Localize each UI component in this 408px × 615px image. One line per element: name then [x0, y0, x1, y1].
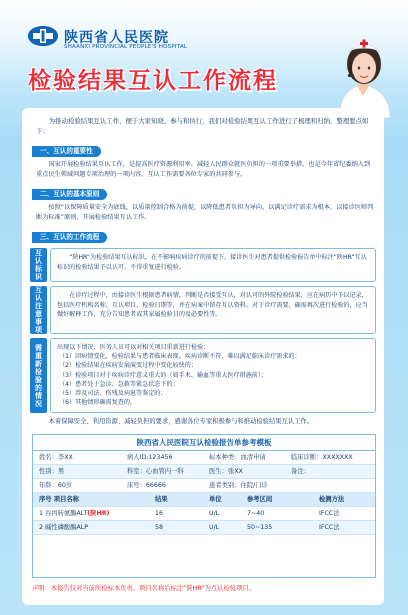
table-row — [33, 465, 375, 479]
declaration-text: 声明：本报告仅对当前所检标本负责。项目名称后标注“陕HR”为互认检验项目。 — [32, 585, 256, 592]
doctor: 医生：张XX — [209, 468, 243, 475]
box-mark — [30, 248, 376, 282]
patient-type: 患者类别：住院/门诊 — [209, 482, 268, 489]
item-name: 1 谷丙转氨酶ALT — [39, 510, 88, 517]
table-row — [33, 507, 375, 521]
nurse-illustration-icon — [318, 18, 408, 118]
report-title: 陕西省人民医院互认检验报告单参考模板 — [33, 435, 375, 451]
section-heading-importance: 一、互认的重要性 — [32, 146, 101, 157]
list-item: （1）因病情变化，检验结果与患者临床表现、疾病诊断不符，难以满足临床诊疗需求的； — [59, 353, 301, 361]
content-panel — [22, 108, 384, 605]
list-item: （6）其他情形确需复查的。 — [59, 399, 137, 407]
table-row — [33, 521, 375, 535]
box-except — [30, 338, 376, 413]
section-text-importance: 国家开展检验结果互认工作，是提高医疗资源利用率、减轻人民群众就医负担的一项重要举措，也是今年省纪委纳入到重点民生领域问题专项治理的一项内容，互认工作需要各位专家的共同参与。 — [36, 161, 371, 178]
clinical-diagnosis: 临床诊断：XXXXXXX — [291, 454, 353, 461]
box-scope-side-label: 互认注意事项 — [30, 286, 47, 334]
item-method: IFCC法 — [319, 510, 340, 517]
item-name: 2 碱性磷酸酶ALP — [39, 524, 89, 531]
report-template-table — [32, 434, 376, 578]
section-heading-principles: 二、互认的基本原则 — [32, 189, 107, 200]
box-scope-text: 在诊疗过程中，由接诊医生根据患者病情，判断是否接受互认，对认可的外院检验结果，应在病历中予以记录，包括医疗机构名称、互认项目、检验日期等，并在病案中留存互认资料。对于诊疗需要、确需再次进行检验的，应当做好解释工作，充分告知患者或其家属检验目的及必要性等。 — [57, 292, 368, 319]
table-header-row — [33, 493, 375, 507]
hospital-name: 陕西省人民医院 — [64, 30, 169, 46]
table-row — [33, 451, 375, 465]
box-mark-side-label: 互认标识 — [30, 248, 47, 282]
section-text-principles: 按照“以保障质量安全为底线，以质量控制合格为前提，以降低患者负担为导向，以满足诊疗需求为根本，以接诊医师判断为标准”原则，开展检验结果互认工作。 — [36, 204, 374, 221]
patient-age: 年龄：60岁 — [39, 482, 73, 489]
patient-id: 病人ID:123456 — [127, 454, 173, 461]
hospital-name-en: SHAANXI PROVINCIAL PEOPLE'S HOSPITAL — [64, 44, 188, 50]
item-unit: U/L — [209, 510, 220, 517]
hospital-logo-icon — [28, 26, 58, 46]
item-range: 7~40 — [247, 510, 265, 517]
table-row — [33, 479, 375, 493]
column-header: 序号 项目名称 — [39, 496, 79, 503]
specimen-type: 标本种类：血清申请 — [209, 454, 266, 461]
box-scope — [30, 286, 376, 334]
list-item: （5）涉及司法、伤残及病退等鉴定的； — [59, 390, 167, 398]
hr-mutual-recognition-tag: (陕HR) — [87, 510, 110, 517]
page-title: 检验结果互认工作流程 — [28, 68, 278, 94]
box-except-side-label: 需重新检验的情况 — [30, 338, 47, 413]
item-result: 16 — [155, 510, 164, 517]
patient-name: 姓名：李XX — [39, 454, 73, 461]
patient-sex: 性别：男 — [39, 468, 65, 475]
list-item: （2）检验结果在疾病发展演变过程中变化较快的； — [59, 362, 197, 370]
box-except-lead: 出现以下情况，医务人员可以对相关项目重新进行检验： — [57, 344, 210, 351]
remark: 备注： — [291, 468, 310, 475]
column-header: 参考区间 — [247, 496, 273, 503]
item-method: IFCC法 — [319, 524, 340, 531]
column-header: 单位 — [209, 496, 222, 503]
department: 科室：心血管内一科 — [127, 468, 184, 475]
item-result: 58 — [155, 524, 164, 531]
list-item: （4）患者处于急诊、急救等紧急状态下的； — [59, 380, 179, 388]
list-item: （3）检验项目对于疾病诊疗意义重大的（如手术、输血等重大医疗措施前）； — [59, 371, 268, 379]
closing-text: 本着保障安全、利用资源、减轻负担的要求，感谢各位专家积极参与和推动检验结果互认工作。 — [48, 418, 314, 425]
item-unit: U/L — [209, 524, 220, 531]
intro-text: 为推动检验结果互认工作，便于大家知晓、参与和执行，我们对检验结果互认工作进行了梳理和归纳，整理要点如下： — [36, 117, 369, 135]
bed-number: 床号：66666 — [127, 482, 166, 489]
section-heading-workflow: 三、互认的工作流程 — [32, 232, 107, 243]
column-header: 结果 — [155, 496, 168, 503]
box-mark-text: “陕HR”为检验结果互认标识，在不影响疾病诊疗的前提下，接诊医生对患者提供检验报告单中标注“陕HR”互认标识的检验结果予以认可，不得重复进行检验。 — [57, 254, 367, 271]
column-header: 检测方法 — [319, 496, 345, 503]
item-range: 50~135 — [247, 524, 273, 531]
